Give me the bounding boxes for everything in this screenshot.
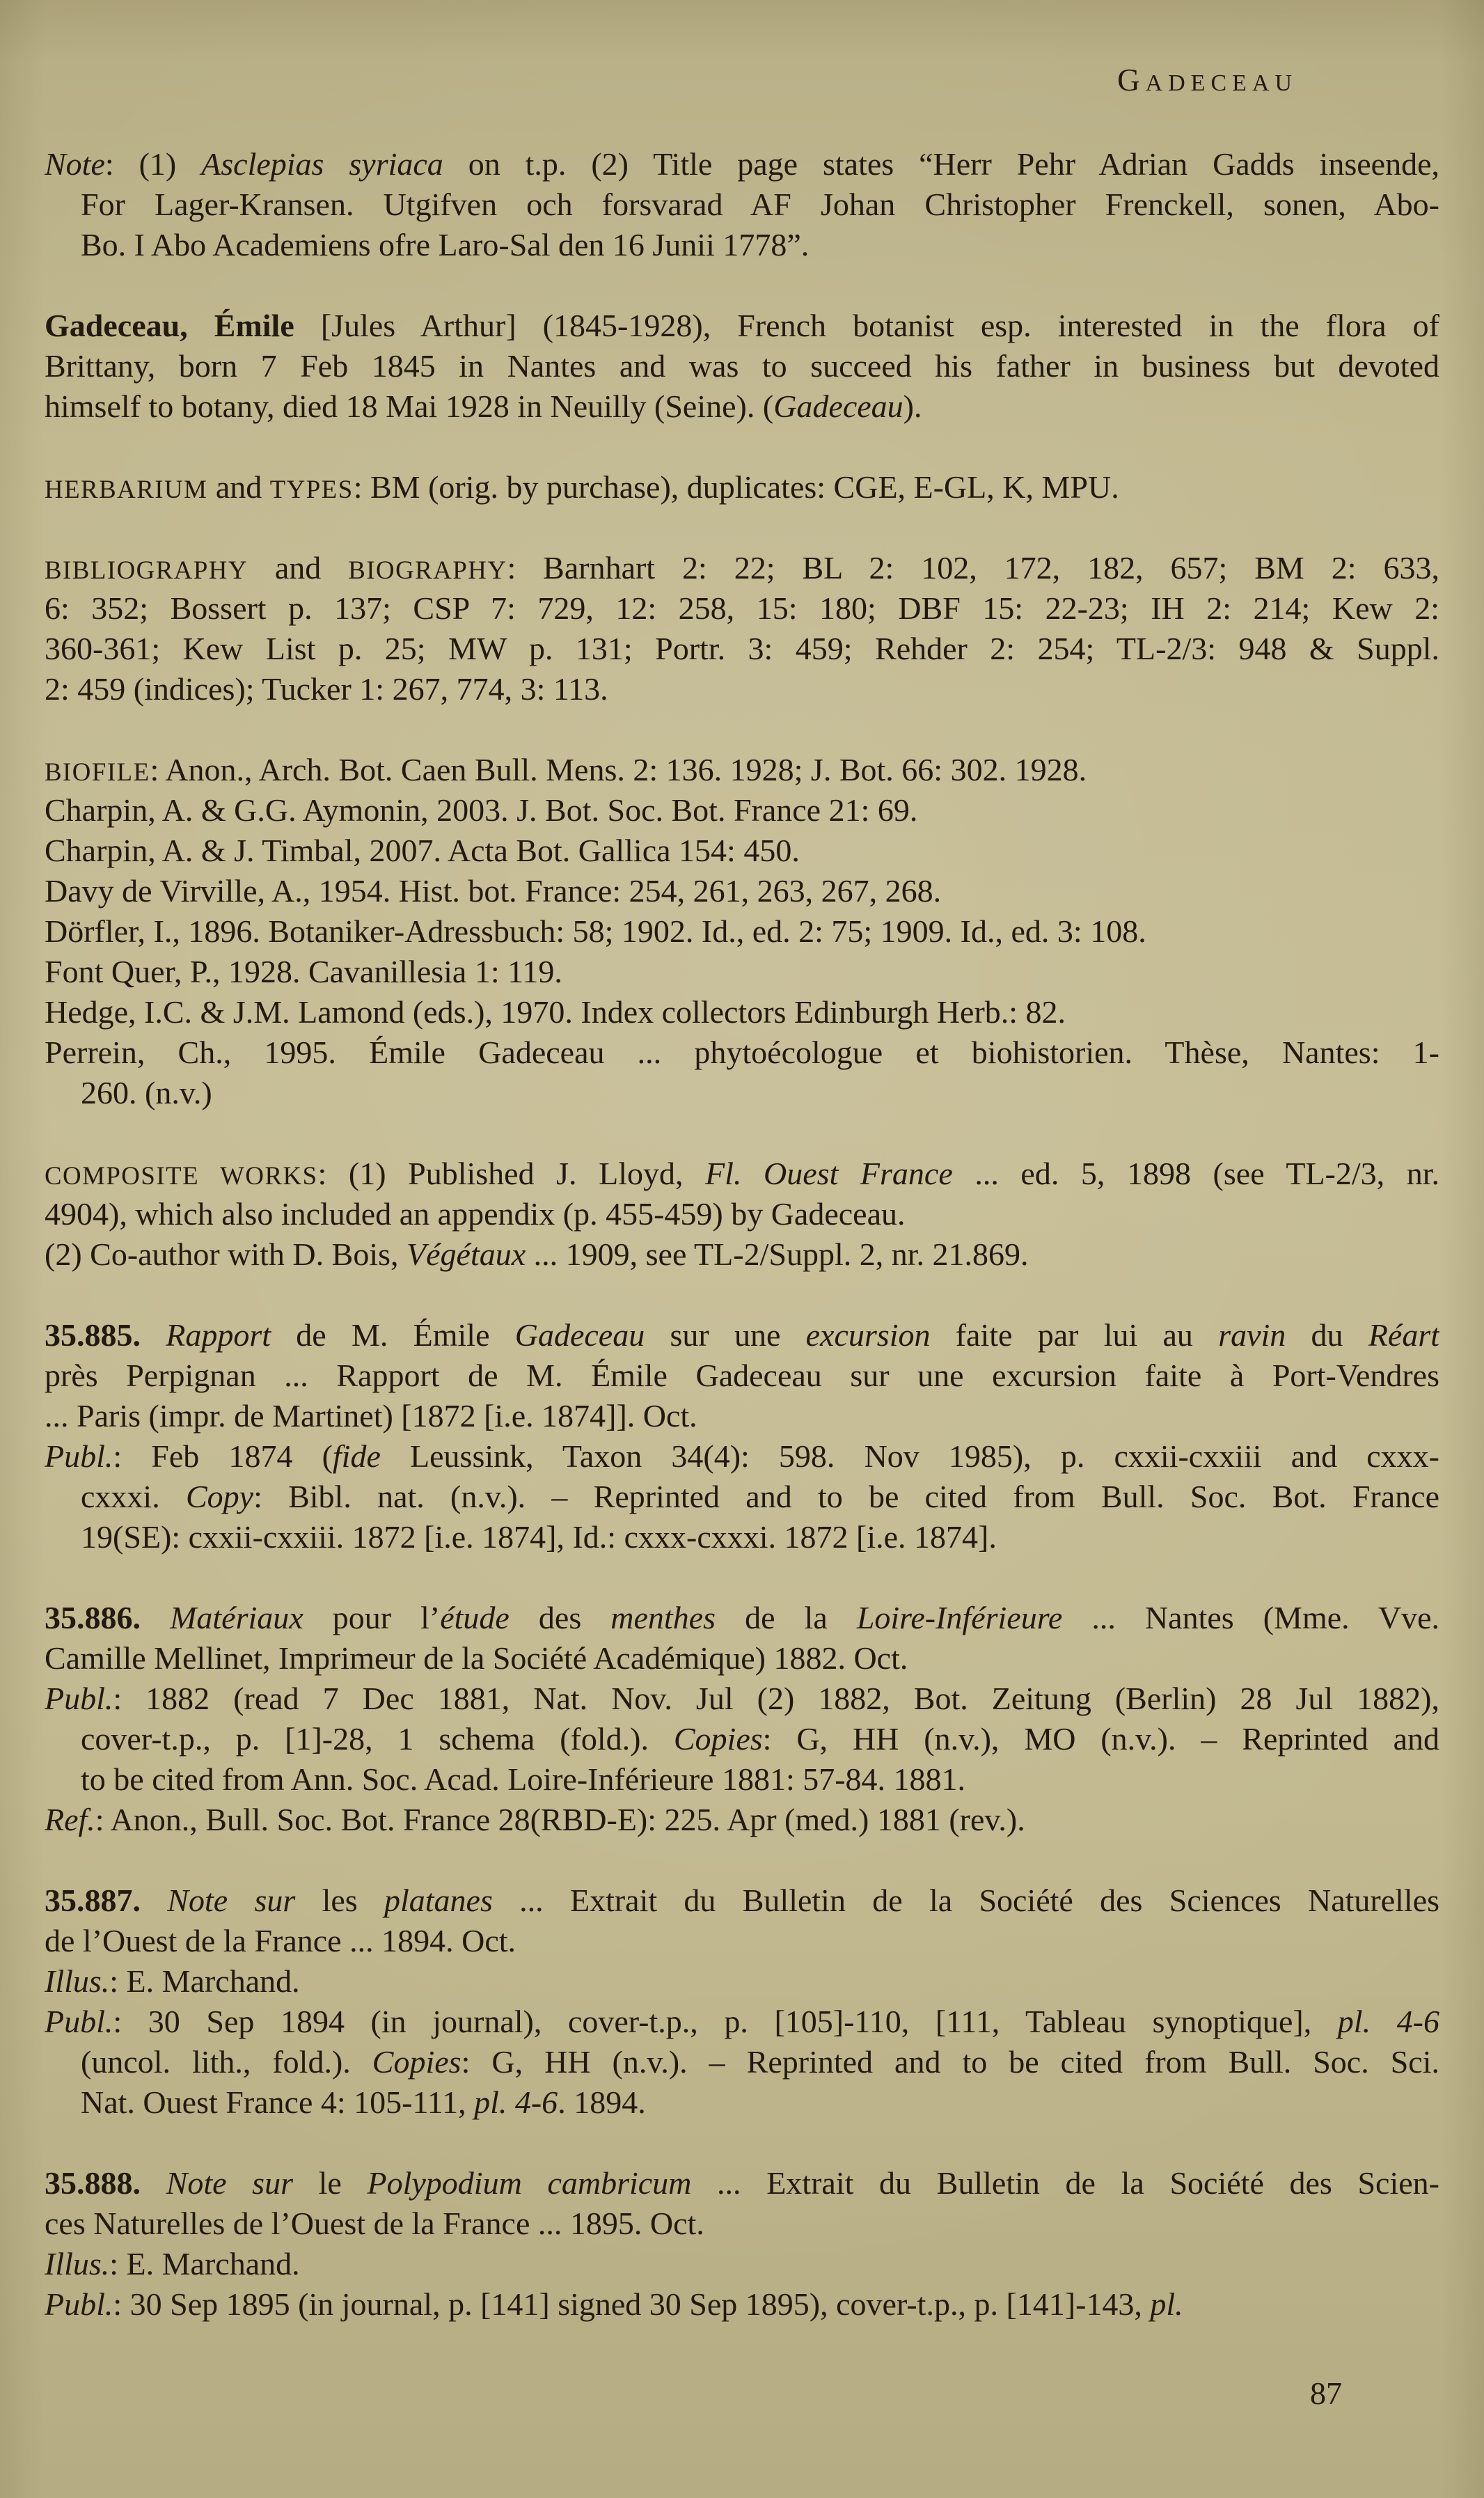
text-run: ). (903, 388, 922, 424)
text-run: on t.p. (2) Title page states “Herr Pehr Adrian Gadds inseende, (443, 146, 1439, 182)
text-run: : 30 Sep 1894 (in journal), cover-t.p., p. [105]-110, [111, Tableau synoptique], (113, 2004, 1338, 2039)
text-line (45, 1880, 1439, 1921)
text-run: For Lager-Kransen. Utgifven och forsvarad AF Johan Christopher Frenckell, sonen, Abo- (81, 187, 1439, 222)
text-line (45, 346, 1439, 386)
text-run: : E. Marchand. (109, 2246, 300, 2281)
text-line (45, 2082, 1439, 2123)
text-run: Leussink, Taxon 34(4): 598. Nov 1985), p. cxxii-cxxiii and cxxx- (380, 1438, 1439, 1474)
bibliography-and-biography (45, 548, 1439, 709)
text-line (45, 184, 1439, 225)
text-run: : 30 Sep 1895 (in journal, p. [141] signed 30 Sep 1895), cover-t.p., p. [141]-143, (113, 2286, 1151, 2322)
text-run: Rapport (166, 1317, 271, 1353)
text-run: 35.887. (45, 1883, 141, 1918)
text-run: sur une (645, 1317, 806, 1353)
text-line (45, 1719, 1439, 1759)
text-run: : BM (orig. by purchase), duplicates: CGE, E-GL, K, MPU. (353, 469, 1119, 505)
text-line (45, 911, 1439, 952)
text-line (45, 1396, 1439, 1436)
text-run: [Jules Arthur] (1845-1928), French botanist esp. interested in the flora of (294, 308, 1439, 343)
text-line (45, 1356, 1439, 1396)
text-run: Polypodium cambricum (367, 2165, 692, 2201)
text-run: : 1882 (read 7 Dec 1881, Nat. Nov. Jul (2) 1882, Bot. Zeitung (Berlin) 28 Jul 1882), (113, 1681, 1439, 1716)
text-run: pl. 4-6 (1337, 2004, 1439, 2039)
page-number: 87 (1310, 2375, 1342, 2411)
text-run: Copies (372, 2044, 461, 2080)
text-run: Note sur (167, 1883, 296, 1918)
text-run (141, 2165, 166, 2201)
text-line (45, 750, 1439, 790)
note-paragraph (45, 144, 1439, 265)
text-block (45, 144, 1439, 2325)
text-run: . 1894. (558, 2084, 646, 2120)
text-run: COMPOSITE WORKS (45, 1161, 318, 1190)
text-run: de M. Émile (271, 1317, 515, 1353)
text-run: 360-361; Kew List p. 25; MW p. 131; Portr. 3: 459; Rehder 2: 254; TL-2/3: 948 & Suppl. (45, 631, 1439, 666)
text-run: Réart (1368, 1317, 1439, 1353)
text-run: étude (440, 1600, 510, 1635)
text-line (45, 225, 1439, 265)
text-run: Matériaux (170, 1600, 303, 1635)
text-run: Publ. (45, 1438, 113, 1474)
text-run: ... Extrait du Bulletin de la Société des Sciences Naturelles (492, 1883, 1439, 1918)
text-run: Perrein, Ch., 1995. Émile Gadeceau ... phytoécologue et biohistorien. Thèse, Nantes: 1- (45, 1035, 1439, 1070)
text-line (45, 790, 1439, 831)
text-line (45, 306, 1439, 346)
text-run: ... Paris (impr. de Martinet) [1872 [i.e. 1874]]. Oct. (45, 1398, 697, 1433)
text-line (45, 992, 1439, 1032)
entry-35887 (45, 1880, 1439, 2123)
text-run: HERBARIUM (45, 475, 208, 503)
text-run (141, 1317, 166, 1353)
text-line (45, 2244, 1439, 2284)
text-run: and (247, 550, 349, 586)
text-run: BIOFILE (45, 757, 150, 786)
text-run: : Bibl. nat. (n.v.). – Reprinted and to be cited from Bull. Soc. Bot. France (253, 1479, 1439, 1514)
text-line (45, 952, 1439, 992)
text-run: fide (332, 1438, 381, 1474)
text-run: ces Naturelles de l’Ouest de la France ... 1895. Oct. (45, 2206, 704, 2241)
text-run: ... 1909, see TL-2/Suppl. 2, nr. 21.869. (526, 1236, 1029, 1272)
text-run: Charpin, A. & G.G. Aymonin, 2003. J. Bot. Soc. Bot. France 21: 69. (45, 792, 918, 828)
text-run (141, 1600, 170, 1635)
text-run: Gadeceau (773, 388, 903, 424)
entry-35886 (45, 1598, 1439, 1840)
text-run: 4904), which also included an appendix (p. 455-459) by Gadeceau. (45, 1196, 906, 1232)
text-line (45, 1598, 1439, 1638)
text-run: : (1) Published J. Lloyd, (317, 1156, 706, 1191)
text-line (45, 1759, 1439, 1800)
text-line (45, 1921, 1439, 1961)
text-run: : Feb 1874 ( (113, 1438, 333, 1474)
text-run: (uncol. lith., fold.). (81, 2044, 372, 2080)
text-run: de la (716, 1600, 857, 1635)
text-run: and (207, 469, 270, 505)
text-line (45, 2042, 1439, 2082)
text-line (45, 1800, 1439, 1840)
text-run: Charpin, A. & J. Timbal, 2007. Acta Bot. Gallica 154: 450. (45, 833, 800, 868)
text-line (45, 1073, 1439, 1113)
text-run: faite par lui au (930, 1317, 1219, 1353)
text-line (45, 2163, 1439, 2204)
text-run: les (295, 1883, 384, 1918)
text-line (45, 386, 1439, 427)
text-run: pl. (1150, 2286, 1183, 2322)
text-run: menthes (610, 1600, 716, 1635)
text-run: Ref. (45, 1802, 95, 1837)
text-run: BIOGRAPHY (348, 556, 507, 584)
text-run: : Barnhart 2: 22; BL 2: 102, 172, 182, 657; BM 2: 633, (507, 550, 1439, 586)
text-run: pour l’ (303, 1600, 441, 1635)
text-run: : Anon., Arch. Bot. Caen Bull. Mens. 2: 136. 1928; J. Bot. 66: 302. 1928. (150, 752, 1087, 787)
biofile (45, 750, 1439, 1113)
text-line (45, 1517, 1439, 1557)
text-run: Hedge, I.C. & J.M. Lamond (eds.), 1970. Index collectors Edinburgh Herb.: 82. (45, 994, 1066, 1030)
text-run: Fl. Ouest France (705, 1156, 953, 1191)
text-line (45, 588, 1439, 629)
text-line (45, 1477, 1439, 1517)
text-line (45, 871, 1439, 911)
text-run: 260. (n.v.) (81, 1075, 212, 1110)
text-area (45, 60, 1439, 2414)
text-run: Bo. I Abo Academiens ofre Laro-Sal den 16 Junii 1778”. (81, 227, 810, 262)
text-run: le (293, 2165, 368, 2201)
entry-35888 (45, 2163, 1439, 2325)
text-line (45, 831, 1439, 871)
running-head-rest: ADECEAU (1145, 70, 1297, 96)
text-line (45, 669, 1439, 709)
text-run: Nat. Ouest France 4: 105-111, (81, 2084, 475, 2120)
text-run: Brittany, born 7 Feb 1845 in Nantes and was to succeed his father in business but devoted (45, 348, 1439, 384)
text-run: ... Nantes (Mme. Vve. (1062, 1600, 1439, 1635)
composite-works (45, 1154, 1439, 1275)
text-line (45, 2284, 1439, 2325)
text-run: TYPES (269, 475, 354, 503)
text-run: Gadeceau (514, 1317, 645, 1353)
text-run: (2) Co-author with D. Bois, (45, 1236, 407, 1272)
text-run: Font Quer, P., 1928. Cavanillesia 1: 119. (45, 954, 562, 989)
text-run: Illus. (45, 1963, 110, 1999)
text-run: 6: 352; Bossert p. 137; CSP 7: 729, 12: 258, 15: 180; DBF 15: 22-23; IH 2: 214; Kew 2: (45, 590, 1439, 626)
text-run: : (1) (104, 146, 202, 182)
text-run: 2: 459 (indices); Tucker 1: 267, 774, 3: 113. (45, 671, 608, 707)
text-run: près Perpignan ... Rapport de M. Émile Gadeceau sur une excursion faite à Port-Vendres (45, 1358, 1439, 1393)
text-run: Publ. (45, 1681, 113, 1716)
text-line (45, 1679, 1439, 1719)
text-run: cxxxi. (81, 1479, 186, 1514)
text-run: cover-t.p., p. [1]-28, 1 schema (fold.). (81, 1721, 674, 1757)
text-line (45, 467, 1439, 508)
text-run: Illus. (45, 2246, 110, 2281)
text-line (45, 1315, 1439, 1356)
text-run: 35.885. (45, 1317, 141, 1353)
text-run: Davy de Virville, A., 1954. Hist. bot. France: 254, 261, 263, 267, 268. (45, 873, 942, 909)
text-run: excursion (805, 1317, 931, 1353)
text-run: Loire-Inférieure (856, 1600, 1063, 1635)
text-run (141, 1883, 167, 1918)
text-run: Asclepias syriaca (201, 146, 443, 182)
text-run: des (509, 1600, 611, 1635)
text-line (45, 1032, 1439, 1073)
text-run: 35.886. (45, 1600, 141, 1635)
text-run: ravin (1218, 1317, 1286, 1353)
text-run: 35.888. (45, 2165, 141, 2201)
text-run: ... Extrait du Bulletin de la Société des Scien- (691, 2165, 1439, 2201)
text-run: Publ. (45, 2286, 113, 2322)
text-line (45, 144, 1439, 184)
text-line (45, 1234, 1439, 1275)
text-line (45, 1638, 1439, 1679)
text-run: : E. Marchand. (109, 1963, 300, 1999)
running-head (45, 60, 1439, 104)
text-run: Note sur (166, 2165, 293, 2201)
text-line (45, 2002, 1439, 2042)
text-run: Camille Mellinet, Imprimeur de la Société Académique) 1882. Oct. (45, 1640, 908, 1676)
text-line (45, 548, 1439, 588)
text-run: ... ed. 5, 1898 (see TL-2/3, nr. (952, 1156, 1439, 1191)
text-run: : Anon., Bull. Soc. Bot. France 28(RBD-E): 225. Apr (med.) 1881 (rev.). (95, 1802, 1025, 1837)
text-run: Copies (673, 1721, 763, 1757)
text-run: platanes (384, 1883, 493, 1918)
entry-35885 (45, 1315, 1439, 1557)
text-run: pl. 4-6 (474, 2084, 558, 2120)
text-run: to be cited from Ann. Soc. Acad. Loire-Inférieure 1881: 57-84. 1881. (81, 1761, 966, 1797)
text-line (45, 1961, 1439, 2002)
biography-paragraph (45, 306, 1439, 427)
text-run: himself to botany, died 18 Mai 1928 in Neuilly (Seine). ( (45, 388, 774, 424)
text-run: : G, HH (n.v.), MO (n.v.). – Reprinted and (762, 1721, 1439, 1757)
text-line (45, 629, 1439, 669)
text-run: de l’Ouest de la France ... 1894. Oct. (45, 1923, 516, 1958)
text-run: Copy (185, 1479, 254, 1514)
text-line (45, 1154, 1439, 1194)
text-run: 19(SE): cxxii-cxxiii. 1872 [i.e. 1874], Id.: cxxx-cxxxi. 1872 [i.e. 1874]. (81, 1519, 997, 1555)
text-run: Végétaux (406, 1236, 526, 1272)
text-run: BIBLIOGRAPHY (45, 556, 248, 584)
text-run: Note (45, 146, 105, 182)
text-run: Dörfler, I., 1896. Botaniker-Adressbuch: 58; 1902. Id., ed. 2: 75; 1909. Id., ed. 3: 108. (45, 913, 1146, 949)
text-line (45, 1436, 1439, 1477)
text-run: du (1286, 1317, 1368, 1353)
text-run: Publ. (45, 2004, 113, 2039)
text-line (45, 1194, 1439, 1234)
herbarium-and-types (45, 467, 1439, 508)
text-line (45, 2204, 1439, 2244)
text-run: : G, HH (n.v.). – Reprinted and to be cited from Bull. Soc. Sci. (461, 2044, 1439, 2080)
text-run: Gadeceau, Émile (45, 308, 294, 343)
running-head-initial: G (1117, 63, 1146, 97)
